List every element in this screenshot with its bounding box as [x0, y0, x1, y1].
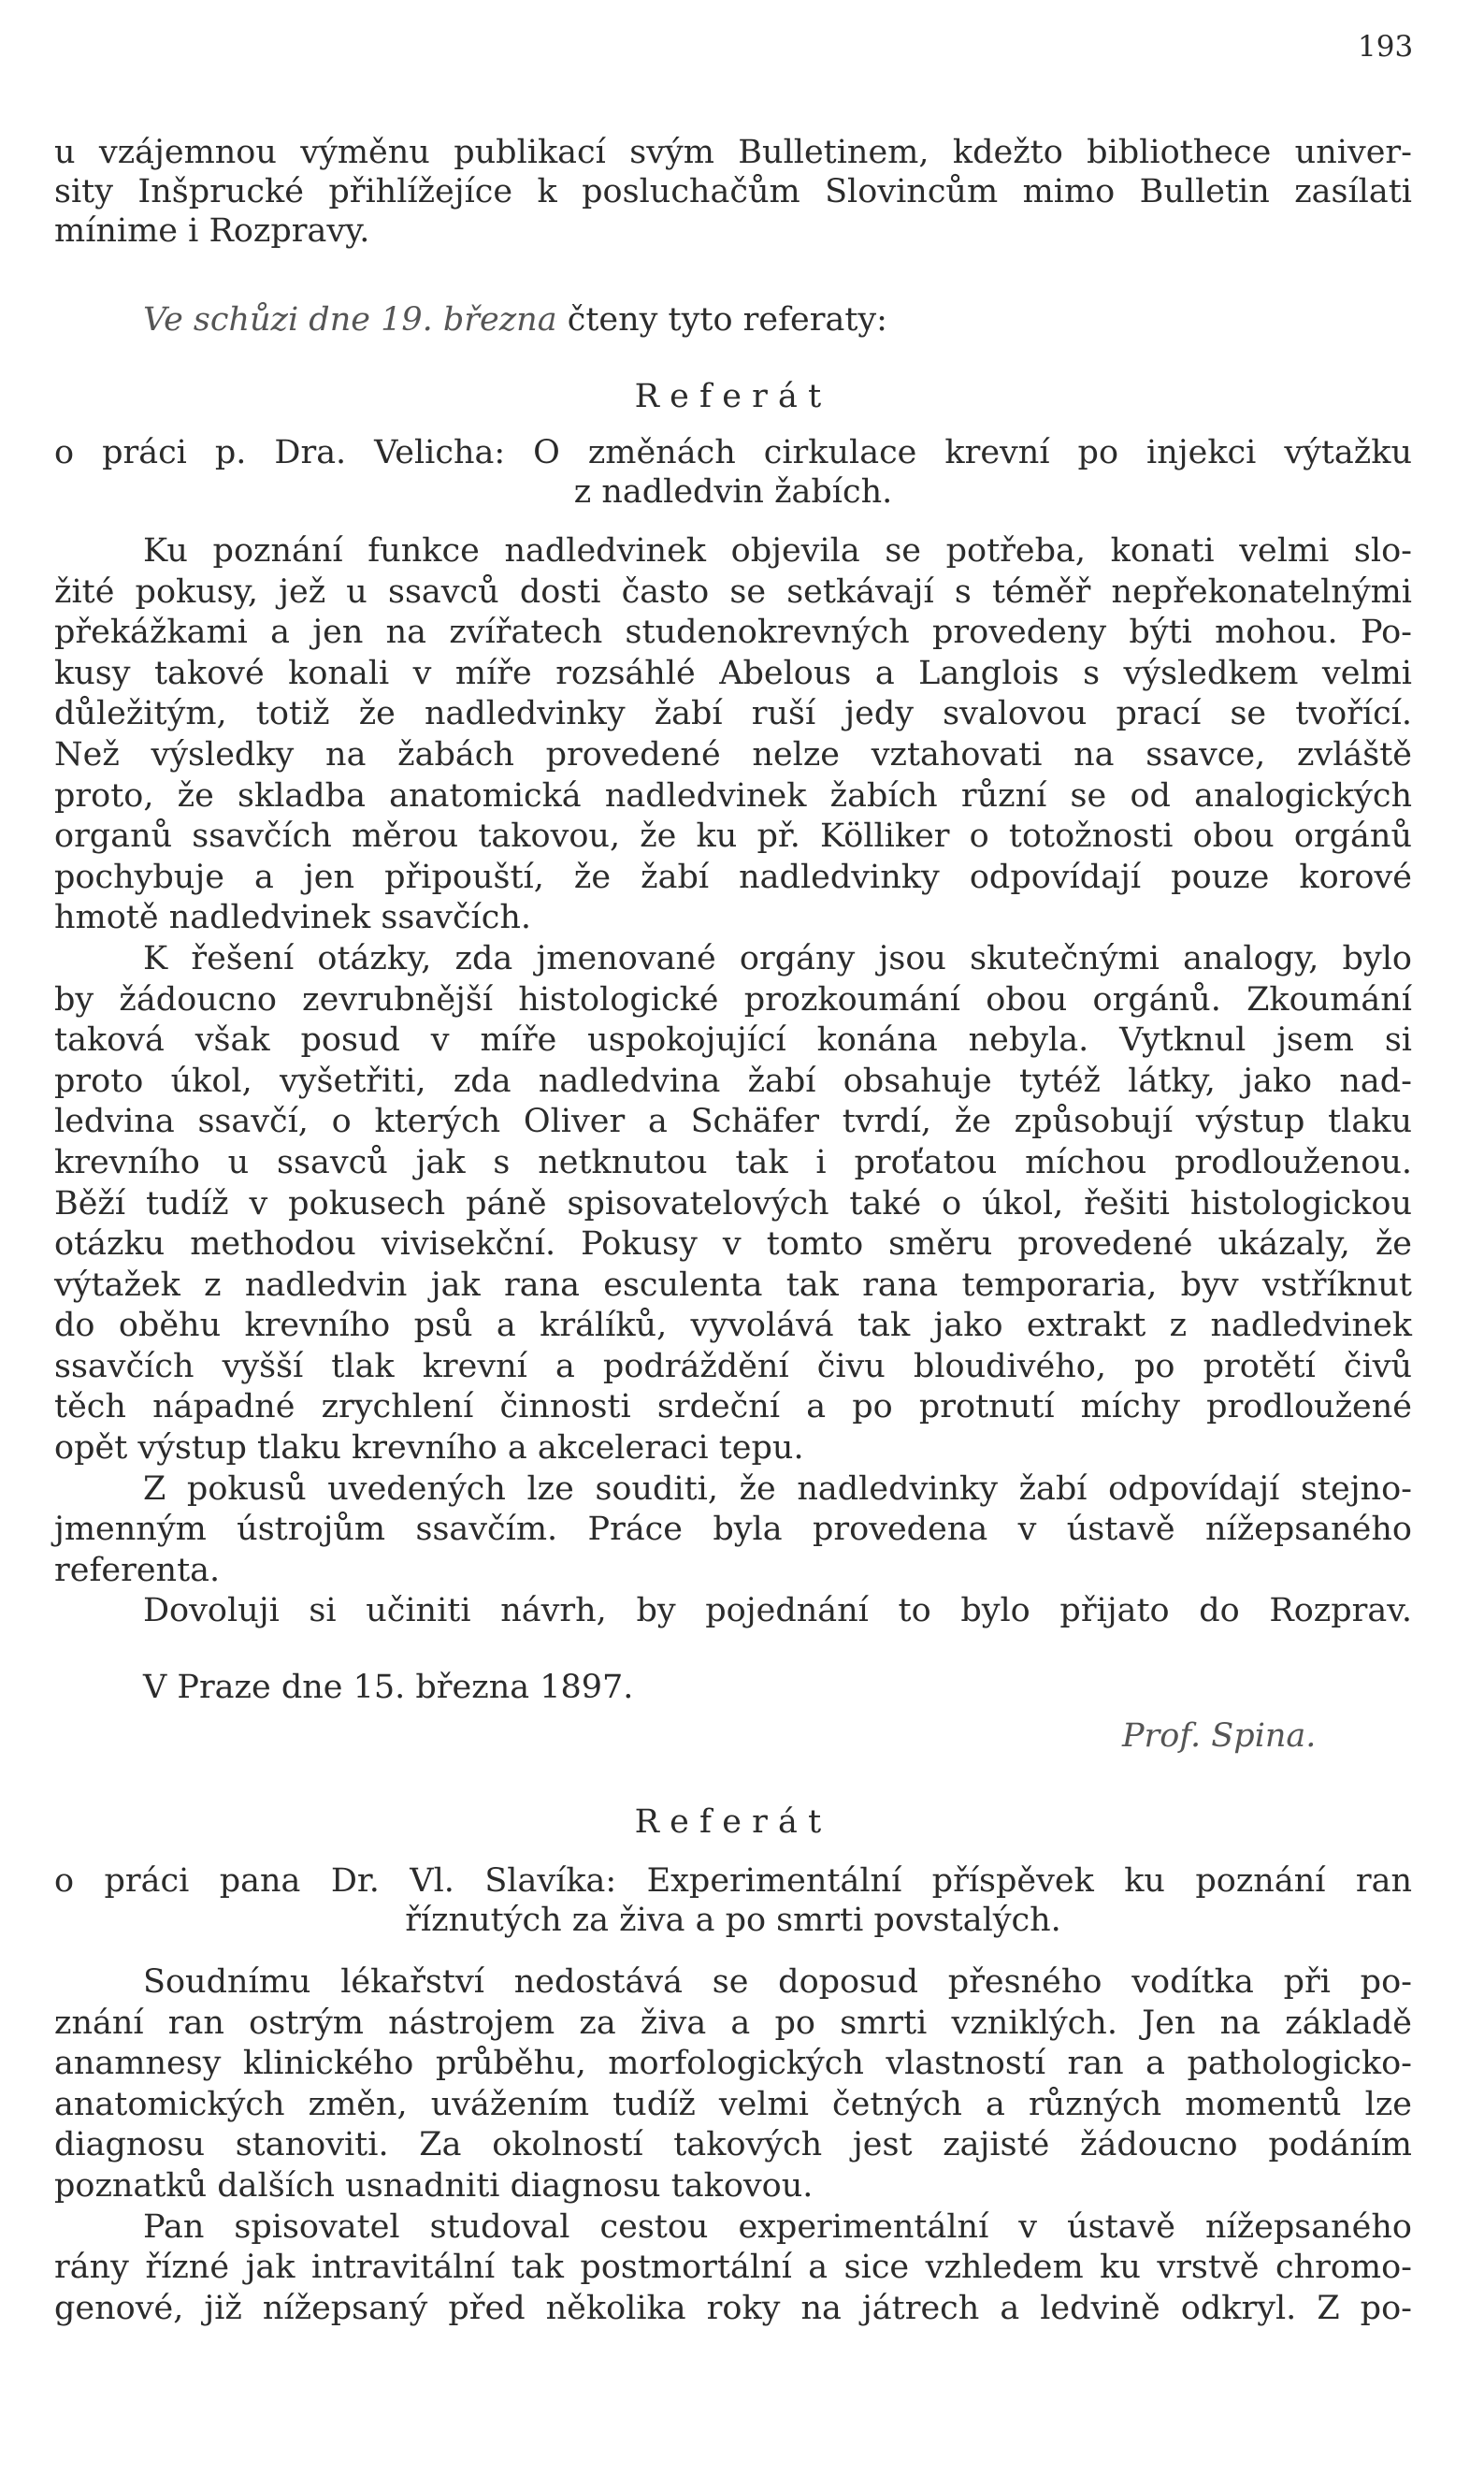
report2-body	[54, 1962, 1412, 2329]
text-line: Než výsledky na žabách provedené nelze vztahovati na ssavce, zvláště	[54, 735, 1412, 774]
text-line: referenta.	[54, 1551, 221, 1589]
text-line: poznatků dalších usnadniti diagnosu takovou.	[54, 2166, 814, 2205]
text-line: anamnesy klinického průběhu, morfologických vlastností ran a pathologicko-	[54, 2045, 1412, 2083]
text-line: pochybuje a jen připouští, že žabí nadledvinky odpovídají pouze korové	[54, 858, 1412, 896]
text-line: do oběhu krevního psů a králíků, vyvolává tak jako extrakt z nadledvinek	[54, 1307, 1412, 1345]
intro-paragraph	[54, 133, 1412, 251]
text-line: Běží tudíž v pokusech páně spisovatelových také o úkol, řešiti histologickou	[54, 1184, 1412, 1223]
text-line: Dovoluji si učiniti návrh, by pojednání to bylo přijato do Rozprav.	[143, 1592, 1412, 1630]
subject-line: z nadledvin žabích.	[573, 473, 893, 511]
text-line: diagnosu stanoviti. Za okolností takových jest zajisté žádoucno podáním	[54, 2126, 1412, 2164]
text-line: Soudnímu lékařství nedostává se doposud přesného vodítka při po-	[143, 1963, 1412, 2001]
text-line: anatomických změn, uvážením tudíž velmi četných a různých momentů lze	[54, 2085, 1412, 2123]
text-line: Z pokusů uvedených lze souditi, že nadledvinky žabí odpovídají stejno-	[143, 1469, 1412, 1508]
text-line: sity Inšprucké přihlížejíce k posluchačům Slovincům mimo Bulletin zasílati	[54, 173, 1412, 210]
signature: Prof. Spina.	[1122, 1717, 1317, 1755]
text-line: otázku methodou vivisekční. Pokusy v tomto směru provedené ukázaly, že	[54, 1225, 1412, 1264]
text-line: těch nápadné zrychlení činnosti srdeční a po protnutí míchy prodloužené	[54, 1388, 1412, 1426]
report2-subject	[54, 1861, 1412, 1940]
text-line: Pan spisovatel studoval cestou experimentální v ústavě nížepsaného	[143, 2207, 1412, 2246]
report1-body	[54, 531, 1412, 1632]
subject-line: říznutých za živa a po smrti povstalých.	[405, 1902, 1061, 1939]
report2-heading	[54, 1803, 1412, 1841]
text-line: taková však posud v míře uspokojující konána nebyla. Vytknul jsem si	[54, 1021, 1412, 1060]
text-line: ledvina ssavčí, o kterých Oliver a Schäfer tvrdí, že způsobují výstup tlaku	[54, 1103, 1412, 1141]
text-line: žité pokusy, jež u ssavců dosti často se setkávají s téměř nepřekonatelnými	[54, 572, 1412, 611]
text-line: výtažek z nadledvin jak rana esculenta tak rana temporaria, byv vstříknut	[54, 1266, 1412, 1304]
text-line: mínime i Rozpravy.	[54, 212, 370, 250]
page-number: 193	[1358, 30, 1414, 64]
text-line: krevního u ssavců jak s netknutou tak i proťatou míchou prodlouženou.	[54, 1143, 1412, 1181]
text-line: překážkami a jen na zvířatech studenokrevných provedeny býti mohou. Po-	[54, 614, 1412, 652]
session-date: Ve schůzi dne 19. března	[143, 301, 557, 339]
text-line: u vzájemnou výměnu publikací svým Bulletinem, kdežto bibliothece univer-	[54, 134, 1412, 171]
text-line: organů ssavčích měrou takovou, že ku př. Kölliker o totožnosti obou orgánů	[54, 817, 1412, 856]
text-line: opět výstup tlaku krevního a akceleraci tepu.	[54, 1429, 804, 1468]
text-line: proto úkol, vyšetřiti, zda nadledvina žabí obsahuje tytéž látky, jako nad-	[54, 1062, 1412, 1100]
text-line: genové, již nížepsaný před několika roky na játrech a ledvině odkryl. Z po-	[54, 2289, 1412, 2327]
heading-text: Referát	[634, 378, 832, 415]
text-line: jmenným ústrojům ssavčím. Práce byla provedena v ústavě nížepsaného	[54, 1511, 1412, 1549]
subject-line: o práci p. Dra. Velicha: O změnách cirkulace krevní po injekci výtažku	[54, 434, 1412, 471]
heading-text: Referát	[634, 1803, 832, 1841]
report1-subject	[54, 433, 1412, 512]
text-line: proto, že skladba anatomická nadledvinek žabích různí se od analogických	[54, 776, 1412, 815]
text-line: Ku poznání funkce nadledvinek objevila se potřeba, konati velmi slo-	[143, 532, 1412, 570]
text-line: ssavčích vyšší tlak krevní a podráždění čivu bloudivého, po protětí čivů	[54, 1347, 1412, 1385]
report1-heading	[54, 378, 1412, 415]
text-line: znání ran ostrým nástrojem za živa a po smrti vzniklých. Jen na základě	[54, 2004, 1412, 2042]
text-line: by žádoucno zevrubnější histologické prozkoumání obou orgánů. Zkoumání	[54, 980, 1412, 1019]
text-line: K řešení otázky, zda jmenované orgány jsou skutečnými analogy, bylo	[143, 939, 1412, 977]
text-line: důležitým, totiž že nadledvinky žabí ruší jedy svalovou prací se tvořící.	[54, 695, 1412, 733]
subject-line: o práci pana Dr. Vl. Slavíka: Experimentální příspěvek ku poznání ran	[54, 1862, 1412, 1900]
session-line	[54, 301, 1412, 339]
place-date: V Praze dne 15. března 1897.	[143, 1669, 634, 1706]
text-line: hmotě nadledvinek ssavčích.	[54, 899, 532, 937]
text-line: rány řízné jak intravitální tak postmortální a sice vzhledem ku vrstvě chromo-	[54, 2249, 1412, 2287]
session-text: čteny tyto referaty:	[567, 301, 887, 339]
text-line: kusy takové konali v míře rozsáhlé Abelous a Langlois s výsledkem velmi	[54, 654, 1412, 692]
